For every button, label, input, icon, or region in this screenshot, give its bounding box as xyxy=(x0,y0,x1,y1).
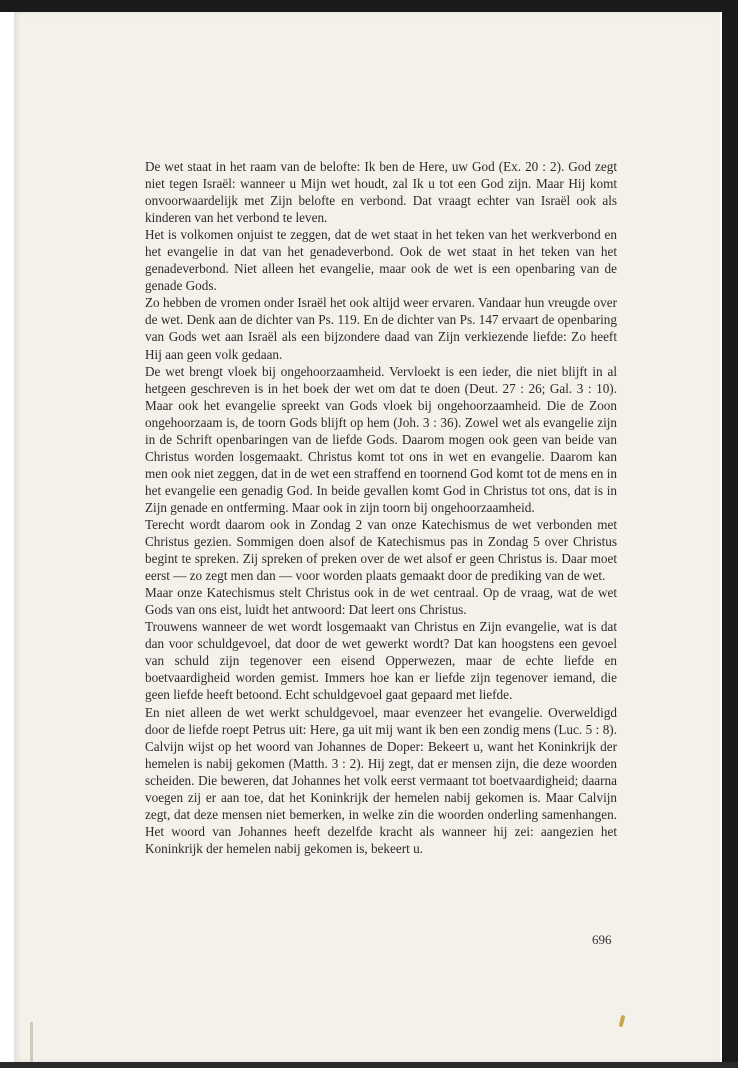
paragraph: Terecht wordt daarom ook in Zondag 2 van onze Katechismus de wet verbonden met Christus gezien. Sommigen doen alsof de Katechismus pas in Zondag 5 over Christus begint te spreken. Zij spreken of preken over de wet alsof er geen Christus is. Daar moet eerst — zo zegt men dan — voor worden plaats gemaakt door de prediking van de wet. xyxy=(145,516,617,584)
ink-smudge xyxy=(619,1015,626,1028)
paragraph: Trouwens wanneer de wet wordt losgemaakt van Christus en Zijn evangelie, wat is dat dan voor schuldgevoel, dat door de wet gewerkt wordt? Dat kan hoogstens een gevoel van schuld zijn tegenover een eisend Opperwezen, maar de echte liefde en boetvaardigheid worden gemist. Immers hoe kan er liefde zijn tegenover iemand, die geen liefde heeft betoond. Echt schuldgevoel gaat gepaard met liefde. xyxy=(145,619,617,703)
paragraph: De wet staat in het raam van de belofte: Ik ben de Here, uw God (Ex. 20 : 2). God zegt niet tegen Israël: wanneer u Mijn wet houdt, zal Ik u tot een God zijn. Maar Hij komt onvoorwaardelijk met Zijn belofte en verbond. Dat vraagt echter van Israël ook als kinderen van het verbond te leven. xyxy=(145,159,617,226)
paragraph: Het is volkomen onjuist te zeggen, dat de wet staat in het teken van het werkverbond en het evangelie in dat van het genadeverbond. Ook de wet staat in het teken van het genadeverbond. Niet alleen het evangelie, maar ook de wet is een openbaring van de genade Gods. xyxy=(145,227,617,294)
binding-mark xyxy=(30,1022,33,1062)
scan-border-bottom xyxy=(0,1062,738,1068)
page-number: 696 xyxy=(592,932,612,947)
body-text xyxy=(145,158,617,857)
book-page xyxy=(14,12,720,1062)
paragraph: De wet brengt vloek bij ongehoorzaamheid. Vervloekt is een ieder, die niet blijft in al hetgeen geschreven is in het boek der wet om dat te doen (Deut. 27 : 26; Gal. 3 : 10). Maar ook het evangelie spreekt van Gods vloek bij ongehoorzaamheid. Die de Zoon ongehoorzaam is, de toorn Gods blijft op hem (Joh. 3 : 36). Zowel wet als evangelie zijn in de Schrift openbaringen van de liefde Gods. Daarom mogen ook geen van beide van Christus worden losgemaakt. Christus komt tot ons in wet en evangelie. Daarom kan men ook niet zeggen, dat in de wet een straffend en toornend God komt tot de mens en in het evangelie een genadig God. In beide gevallen komt God in Christus tot ons, dat is in Zijn genade en ontferming. Maar ook in zijn toorn bij ongehoorzaamheid. xyxy=(145,363,617,515)
paragraph: Maar onze Katechismus stelt Christus ook in de wet centraal. Op de vraag, wat de wet Gods van ons eist, luidt het antwoord: Dat leert ons Christus. xyxy=(145,585,617,618)
scan-border-right xyxy=(722,0,738,1068)
paragraph: En niet alleen de wet werkt schuldgevoel, maar evenzeer het evangelie. Overweldigd door de liefde roept Petrus uit: Here, ga uit mij want ik ben een zondig mens (Luc. 5 : 8). Calvijn wijst op het woord van Johannes de Doper: Bekeert u, want het Koninkrijk der hemelen is nabij gekomen (Matth. 3 : 2). Hij zegt, dat er mensen zijn, die deze woorden scheiden. Die beweren, dat Johannes het volk eerst vermaant tot boetvaardigheid; daarna voegen zij er aan toe, dat het Koninkrijk der hemelen nabij gekomen is. Maar Calvijn zegt, dat deze mensen niet bemerken, in welke zin die woorden onderling samenhangen. Het woord van Johannes heeft dezelfde kracht als wanneer hij zei: aangezien het Koninkrijk der hemelen nabij gekomen is, bekeert u. xyxy=(145,704,617,856)
paragraph: Zo hebben de vromen onder Israël het ook altijd weer ervaren. Vandaar hun vreugde over de wet. Denk aan de dichter van Ps. 119. En de dichter van Ps. 147 ervaart de openbaring van Gods wet aan Israël als een bijzondere daad van Zijn verkiezende liefde: Zo heeft Hij aan geen volk gedaan. xyxy=(145,295,617,362)
scan-border-top xyxy=(0,0,738,12)
